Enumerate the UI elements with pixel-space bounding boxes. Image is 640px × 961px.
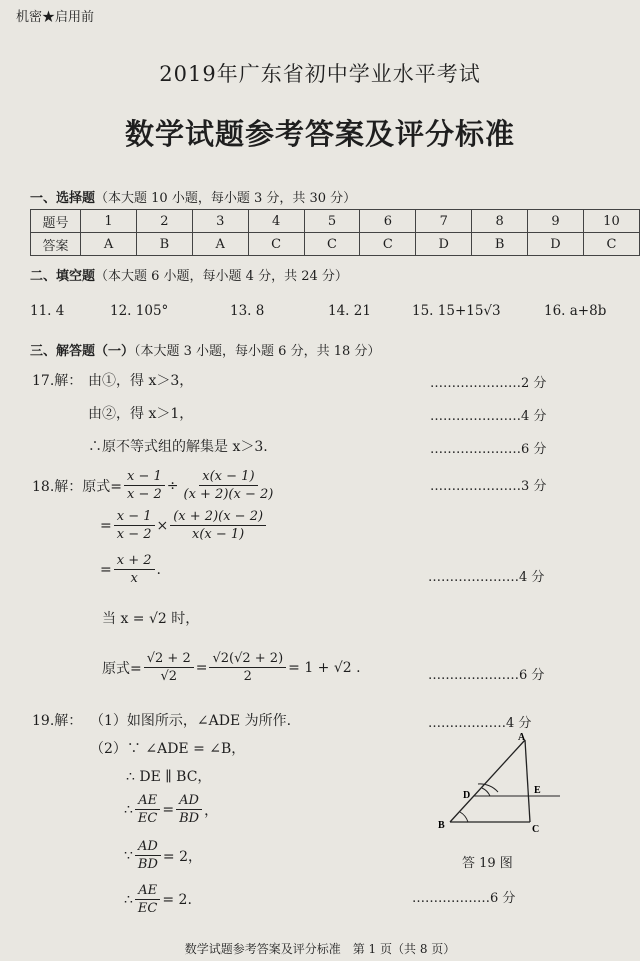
section-2-note: （本大题 6 小题，每小题 4 分，共 24 分）	[95, 269, 348, 284]
denominator: x(x − 1)	[192, 527, 245, 542]
denominator: √2	[160, 669, 177, 684]
figure-19-caption: 答 19 图	[462, 856, 513, 871]
document-title: 数学试题参考答案及评分标准	[124, 117, 515, 151]
numerator: AE	[135, 882, 160, 900]
q18-score2: …………………4 分	[428, 570, 545, 585]
q19-conclusion-value: = 2.	[162, 891, 192, 908]
page-footer: 数学试题参考答案及评分标准 第 1 页（共 8 页）	[184, 942, 456, 956]
q17-label: 17.解：	[32, 373, 83, 389]
denominator: BD	[179, 811, 200, 826]
section-1-note: （本大题 10 小题，每小题 3 分，共 30 分）	[95, 191, 357, 206]
section-3-heading	[30, 340, 380, 359]
q18-fraction-1	[124, 468, 165, 503]
q18-result: = 1 + √2 .	[288, 659, 361, 676]
denominator: x − 2	[127, 487, 162, 502]
section-3-title: 三、解答题（一）	[30, 344, 135, 359]
q19-parallel: ∴ DE ∥ BC，	[126, 769, 212, 785]
q18-score3: …………………6 分	[428, 668, 545, 683]
q18-fraction-2	[181, 468, 277, 503]
q17-step3: ∴原不等式组的解集是 x＞3.	[88, 439, 268, 455]
qnum-cell: 7	[416, 210, 472, 233]
denominator: (x + 2)(x − 2)	[183, 487, 274, 502]
vertex-a-label: A	[518, 732, 526, 743]
denominator: EC	[137, 901, 158, 916]
answer-cell: D	[528, 233, 584, 256]
numerator: AD	[135, 838, 161, 856]
q19-given-line	[124, 838, 202, 873]
q18-original-2: 原式=	[102, 660, 142, 677]
section-1-heading	[30, 187, 356, 206]
q18-when: 当 x = √2 时，	[102, 611, 200, 627]
numerator: AE	[135, 792, 160, 810]
answer-cell: A	[192, 233, 248, 256]
q18-fraction-5	[114, 552, 155, 587]
row-label-q: 题号	[31, 210, 81, 233]
numerator: AD	[176, 792, 202, 810]
answer-row	[31, 233, 640, 256]
figure-19-triangle	[430, 730, 580, 850]
section-2-heading	[30, 265, 348, 284]
ratio-ad-bd	[176, 792, 202, 827]
answer-cell: D	[416, 233, 472, 256]
question-number-row	[31, 210, 640, 233]
q19-score2: ………………6 分	[412, 891, 516, 906]
fill-answer-15: 15. 15+15√3	[412, 303, 501, 319]
numerator: x − 1	[114, 508, 155, 526]
confidential-mark: 机密★启用前	[16, 10, 95, 25]
q19-conclusion-line	[124, 882, 192, 917]
q17-step1: 由①，得 x＞3，	[88, 373, 194, 389]
equals-sign: =	[100, 561, 112, 578]
denominator: x − 2	[116, 527, 152, 542]
q18-fraction-7	[209, 650, 286, 685]
q18-score1: …………………3 分	[430, 479, 547, 494]
q17-score2: …………………4 分	[430, 409, 547, 424]
because-sign: ∵	[124, 847, 133, 864]
numerator: x − 1	[124, 468, 165, 486]
qnum-cell: 4	[248, 210, 304, 233]
qnum-cell: 9	[528, 210, 584, 233]
qnum-cell: 1	[81, 210, 137, 233]
q18-line2	[100, 508, 268, 543]
period: .	[156, 561, 161, 578]
q18-label: 18.解：	[32, 478, 83, 495]
answer-cell: B	[136, 233, 192, 256]
qnum-cell: 5	[304, 210, 360, 233]
q18-fraction-6	[144, 650, 194, 685]
numerator: √2 + 2	[144, 650, 194, 668]
q19-ratio-line	[124, 792, 218, 827]
fill-answer-12: 12. 105°	[110, 303, 169, 319]
exam-title: 2019年广东省初中学业水平考试	[159, 62, 481, 86]
q19-score1: ………………4 分	[428, 716, 532, 731]
numerator: √2(√2 + 2)	[209, 650, 286, 668]
choice-answer-table	[30, 209, 640, 256]
q18-fraction-4	[170, 508, 266, 543]
answer-cell: C	[304, 233, 360, 256]
ratio-ae-ec-2	[135, 882, 160, 917]
multiply-sign: ×	[156, 517, 169, 534]
denominator: 2	[243, 669, 252, 684]
q18-line5	[102, 650, 361, 685]
q18-fraction-3	[114, 508, 155, 543]
fill-answer-11: 11. 4	[30, 303, 65, 319]
therefore-sign: ∴	[124, 891, 133, 908]
numerator: x + 2	[114, 552, 155, 570]
denominator: BD	[137, 857, 158, 872]
answer-cell: B	[472, 233, 528, 256]
qnum-cell: 2	[136, 210, 192, 233]
section-3-note: （本大题 3 小题，每小题 6 分，共 18 分）	[134, 344, 381, 359]
denominator: x	[130, 571, 138, 586]
answer-cell: A	[81, 233, 137, 256]
q19-label: 19.解：	[32, 713, 83, 729]
numerator: x(x − 1)	[199, 468, 257, 486]
denominator: EC	[137, 811, 158, 826]
qnum-cell: 3	[192, 210, 248, 233]
point-d-label: D	[463, 790, 471, 801]
equals-sign: =	[162, 801, 175, 818]
q18-original: 原式=	[82, 478, 122, 495]
q17-step2: 由②，得 x＞1，	[88, 406, 194, 422]
section-1-title: 一、选择题	[30, 191, 96, 206]
ratio-ae-ec	[135, 792, 160, 827]
comma: ，	[204, 802, 219, 819]
row-label-a: 答案	[31, 233, 81, 256]
equals-sign: =	[100, 517, 112, 534]
q19-part2: （2）∵ ∠ADE = ∠B，	[90, 741, 246, 757]
point-e-label: E	[534, 785, 541, 796]
q17-score3: …………………6 分	[430, 442, 547, 457]
qnum-cell: 8	[472, 210, 528, 233]
vertex-b-label: B	[438, 820, 445, 831]
section-2-title: 二、填空题	[30, 269, 96, 284]
fill-answer-14: 14. 21	[328, 303, 371, 319]
answer-cell: C	[360, 233, 416, 256]
q18-line3	[100, 552, 161, 587]
fill-answer-16: 16. a+8b	[544, 303, 607, 319]
divide-sign: ÷	[166, 477, 179, 494]
q19-part1: （1）如图所示，∠ADE 为所作.	[90, 713, 292, 729]
vertex-c-label: C	[532, 824, 540, 835]
q17-score1: …………………2 分	[430, 376, 547, 391]
qnum-cell: 6	[360, 210, 416, 233]
answer-cell: C	[583, 233, 639, 256]
numerator: (x + 2)(x − 2)	[170, 508, 266, 526]
qnum-cell: 10	[583, 210, 639, 233]
ratio-ad-bd-2	[135, 838, 161, 873]
answer-cell: C	[248, 233, 304, 256]
fill-answer-13: 13. 8	[230, 303, 265, 319]
therefore-sign: ∴	[124, 801, 133, 818]
equals-sign: =	[195, 659, 208, 676]
q19-given-value: = 2，	[162, 848, 202, 865]
q18-line1	[32, 468, 278, 503]
